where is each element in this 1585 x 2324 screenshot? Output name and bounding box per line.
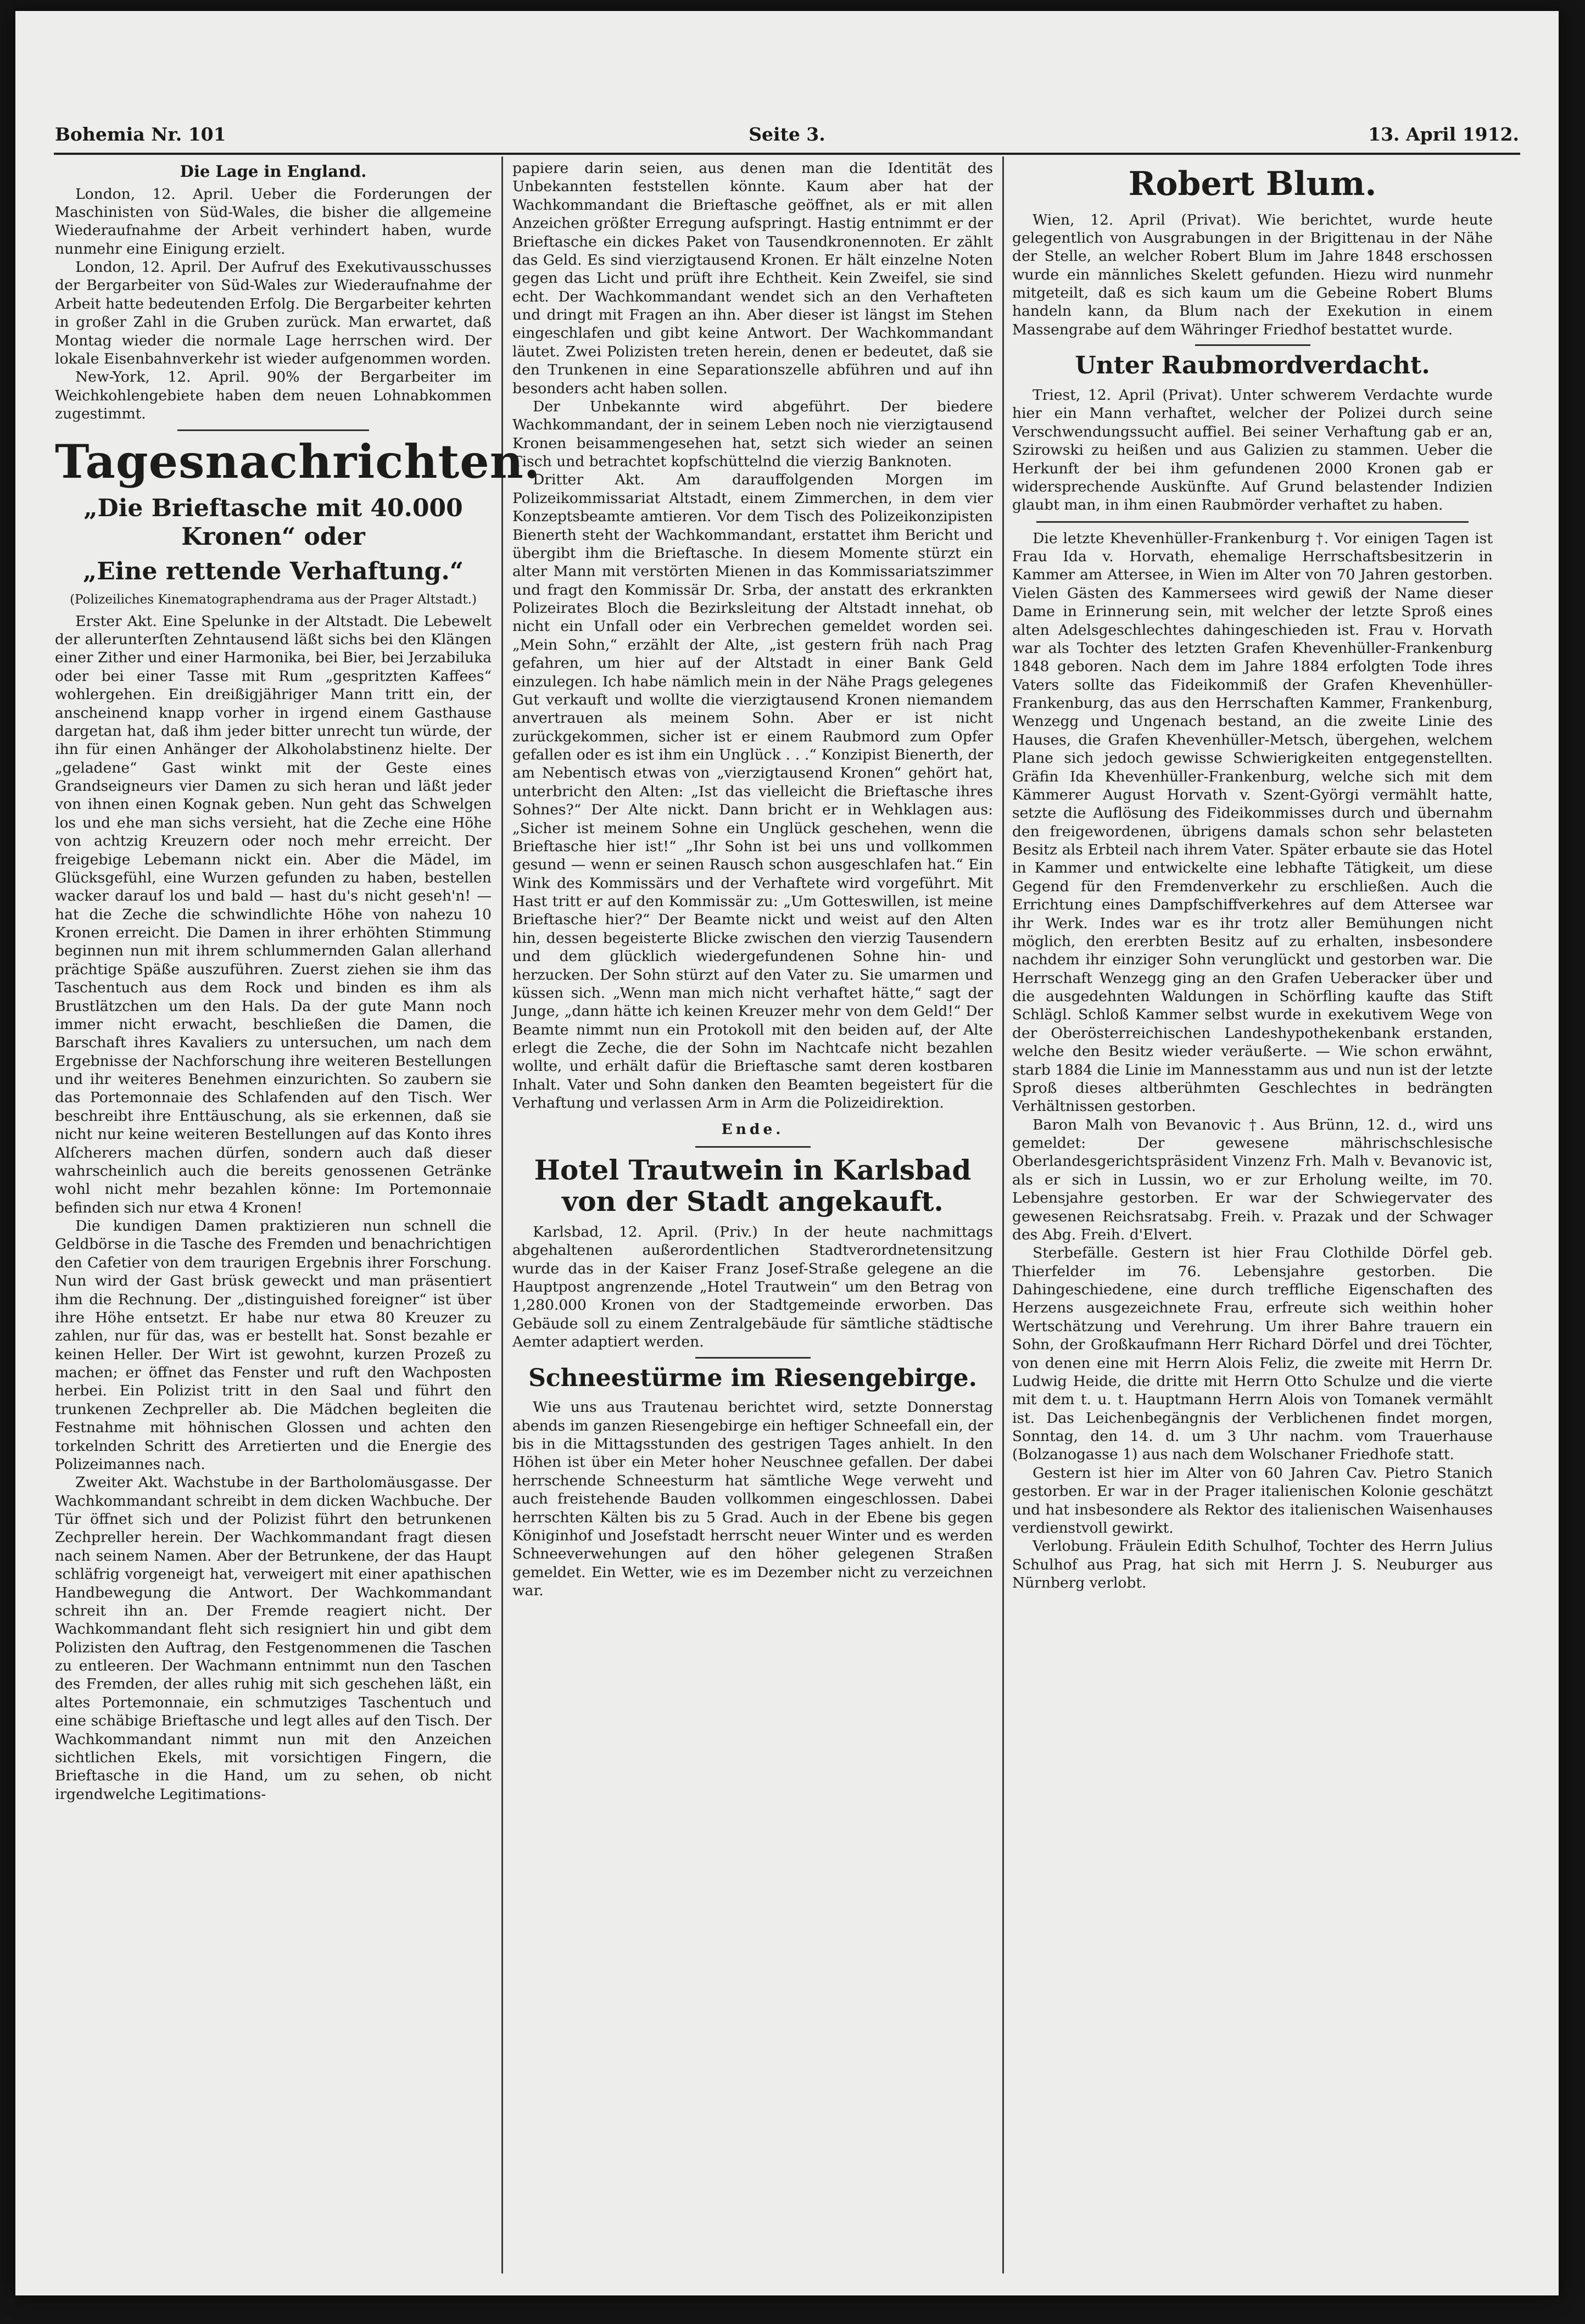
article-paragraph: Wien, 12. April (Privat). Wie berichtet, wurde heute gelegentlich von Ausgrabungen in der Brigittenau in der Nähe der Stelle, an welcher Robert Blum im Jahre 1848 erschossen wurde ein männliches Skelett gefunden. Hiezu wird nunmehr mitgeteilt, daß es sich kaum um die Gebeine Robert Blums handeln kann, da Blum nach der Exekution in einem Massengrabe auf dem Währinger Friedhof bestattet wurde.: [1012, 211, 1493, 338]
article-paragraph: Verlobung. Fräulein Edith Schulhof, Tochter des Herrn Julius Schulhof aus Prag, hat sich mit Herrn J. S. Neuburger aus Nürnberg verlobt.: [1012, 1538, 1493, 1592]
article-paragraph: London, 12. April. Der Aufruf des Exekutivausschusses der Bergarbeiter von Süd-Wales zur Wiederaufnahme der Arbeit hatte bedeutenden Erfolg. Die Bergarbeiter kehrten in großer Zahl in die Gruben zurück. Man erwartet, daß Montag wieder die normale Lage herrschen wird. Der lokale Eisenbahnverkehr ist wieder aufgenommen worden.: [55, 259, 492, 367]
article-paragraph: Triest, 12. April (Privat). Unter schwerem Verdachte wurde hier ein Mann verhaftet, welcher der Polizei durch seine Verschwendungssucht auffiel. Bei seiner Verhaftung gab er an, Szirowski zu heißen und aus Galizien zu stammen. Ueber die Herkunft der bei ihm gefundenen 2000 Kronen gab er widersprechende Auskünfte. Auf Grund belastender Indizien glaubt man, in ihm einen Raubmörder verhaftet zu haben.: [1012, 387, 1493, 514]
article-paragraph: Wie uns aus Trautenau berichtet wird, setzte Donnerstag abends im ganzen Riesengebirge ein heftiger Schneefall ein, der bis in die Mittagsstunden des gestrigen Tages anhielt. In den Höhen ist über ein Meter hoher Neuschnee gefallen. Der dabei herrschende Schneesturm hat sämtliche Wege verweht und auch freistehende Bauden vollkommen eingeschlossen. Dabei herrschten Kälten bis zu 5 Grad. Auch in der Ebene bis gegen Königinhof und Josefstadt herrscht neuer Winter und es werden Schneeverwehungen auf den höher gelegenen Straßen gemeldet. Ein Wetter, wie es im Dezember nicht zu verzeichnen war.: [512, 1399, 993, 1600]
article-paragraph: New-York, 12. April. 90% der Bergarbeiter im Weichkohlengebiete haben dem neuen Lohnabkommen zugestimmt.: [55, 368, 492, 423]
article-heading: Unter Raubmordverdacht.: [1075, 351, 1430, 380]
column-3: [1012, 159, 1493, 2283]
article-paragraph: Die letzte Khevenhüller-Frankenburg †. Vor einigen Tagen ist Frau Ida v. Horvath, ehemalige Herrschaftsbesitzerin in Kammer am Attersee, in Wien im Alter von 70 Jahren gestorben. Vielen Gästen des Kammersees wird gewiß der Name dieser Dame in Erinnerung sein, mit welcher der letzte Sproß eines alten Adelsgeschlechtes dahingeschieden ist. Frau v. Horvath war als Tochter des letzten Grafen Khevenhüller-Frankenburg 1848 geboren. Nach dem im Jahre 1884 erfolgten Tode ihres Vaters sollte das Fideikommiß der Grafen Khevenhüller-Frankenburg, das aus den Herrschaften Kammer, Frankenburg, Wenzegg und Ungenach bestand, an die zweite Linie des Hauses, die Grafen Khevenhüller-Metsch, übergehen, welchem Plane sich jedoch gewisse Schwierigkeiten entgegenstellten. Gräfin Ida Khevenhüller-Frankenburg, welche sich mit dem Kämmerer August Horvath v. Szent-Györgi vermählt hatte, setzte die Auflösung des Fideikommisses durch und übernahm den freigewordenen, übrigens damals schon sehr belasteten Besitz als Erbteil nach ihrem Vater. Später erbaute sie das Hotel in Kammer und entwickelte eine lebhafte Tätigkeit, um diese Gegend für den Fremdenverkehr zu erschließen. Auch die Errichtung eines Dampfschiffverkehres auf dem Attersee war ihr Werk. Indes war es ihr trotz aller Bemühungen nicht möglich, den ererbten Besitz auf zu erhalten, insbesondere nachdem ihr einziger Sohn verunglückt und gestorben war. Die Herrschaft Wenzegg ging an den Grafen Ueberacker über und die ausgedehnten Waldungen in Schörfling kaufte das Stift Schlägl. Schloß Kammer selbst wurde in exekutivem Wege von der Oberösterreichischen Landeshypothekenbank erstanden, welche den Besitz wieder veräußerte. — Wie schon erwähnt, starb 1884 die Linie im Mannesstamm aus und nun ist der letzte Sproß dieses altberühmten Geschlechtes in bedrängten Verhältnissen gestorben.: [1012, 529, 1493, 1115]
article-paragraph: papiere darin seien, aus denen man die Identität des Unbekannten feststellen könnte. Kaum aber hat der Wachkommandant die Brieftasche geöffnet, als er mit allen Anzeichen größter Erregung aufspringt. Hastig entnimmt er der Brieftasche ein dickes Paket von Tausendkronennoten. Er zählt das Geld. Es sind vierzigtausend Kronen. Er hält einzelne Noten gegen das Licht und prüft ihre Echtheit. Kein Zweifel, sie sind echt. Der Wachkommandant wendet sich an den Verhafteten und dringt mit Fragen an ihn. Aber dieser ist längst im Stehen eingeschlafen und gibt keine Antwort. Der Wachkommandant läutet. Zwei Polizisten treten herein, denen er bedeutet, daß sie den Trunkenen in eine Separationszelle abführen und auf ihn besonders acht haben sollen.: [512, 160, 993, 397]
story-end-marker: Ende.: [721, 1120, 784, 1138]
page-number: Seite 3.: [749, 124, 825, 145]
article-heading: Hotel Trautwein in Karlsbad von der Stadt angekauft.: [534, 1153, 972, 1218]
issue-date: 13. April 1912.: [1368, 124, 1519, 145]
column-1: [55, 159, 541, 2283]
separator-rule: [1195, 344, 1310, 346]
separator-rule: [1036, 521, 1469, 523]
separator-rule: [177, 429, 370, 431]
newspaper-page: [15, 11, 1559, 2295]
header-rule: [54, 153, 1520, 155]
article-heading: Robert Blum.: [1128, 165, 1377, 203]
section-title: Tagesnachrichten.: [55, 434, 541, 489]
article-paragraph: Dritter Akt. Am darauffolgenden Morgen im Polizeikommissariat Altstadt, einem Zimmerchen, in dem vier Konzeptsbeamte amtieren. Vor dem Tisch des Polizeikonzipisten Bienerth steht der Wachkommandant, erstattet ihm Bericht und übergibt ihm die Brieftasche. In diesem Momente stürzt ein alter Mann mit verstörten Mienen in das Kommissariatszimmer und fragt den Kommissär Dr. Srba, der anstatt des erkrankten Polizeirates Bloch die Bezirksleitung der Altstadt innehat, ob nicht ein Unfall oder ein Verbrechen gemeldet worden sei. „Mein Sohn,“ erzählt der Alte, „ist gestern früh nach Prag gefahren, um hier auf der Altstadt in einer Bank Geld einzulegen. Ich habe nämlich mein in der Nähe Prags gelegenes Gut verkauft und wollte die vierzigtausend Kronen niemandem anvertrauen als meinem Sohn. Aber er ist nicht zurückgekommen, sicher ist er einem Raubmord zum Opfer gefallen oder es ist ihm ein Unglück . . .“ Konzipist Bienerth, der am Nebentisch etwas von „vierzigtausend Kronen“ gehört hat, unterbricht den Alten: „Ist das vielleicht die Brieftasche ihres Sohnes?“ Der Alte nickt. Dann bricht er in Wehklagen aus: „Sicher ist meinem Sohne ein Unglück geschehen, wenn die Brieftasche hier ist!“ „Ihr Sohn ist bei uns und vollkommen gesund — wenn er seinen Rausch schon ausgeschlafen hat.“ Ein Wink des Kommissärs und der Verhaftete wird vorgeführt. Mit Hast tritt er auf den Kommissär zu: „Um Gotteswillen, ist meine Brieftasche hier?“ Der Beamte nickt und weist auf den Alten hin, dessen begeisterte Blicke zwischen den vierzig Tausendern und dem glücklich wiedergefundenen Sohne hin- und herzucken. Der Sohn stürzt auf den Vater zu. Sie umarmen und küssen sich. „Wenn man mich nicht verhaftet hätte,“ sagt der Junge, „dann hätte ich keinen Kreuzer mehr von dem Geld!“ Der Beamte nimmt nun ein Protokoll mit den beiden auf, der Alte erlegt die Zeche, die der Sohn im Nachtcafe nicht bezahlen wollte, und erhält dafür die Brieftasche samt deren kostbaren Inhalt. Vater und Sohn danken den Beamten begeistert für die Verhaftung und verlassen Arm in Arm die Polizeidirektion.: [512, 471, 993, 1112]
article-heading: Die Lage in England.: [180, 162, 367, 181]
article-paragraph: Der Unbekannte wird abgeführt. Der biedere Wachkommandant, der in seinem Leben noch nie vierzigtausend Kronen beisammengesehen hat, setzt sich wieder an seinen Tisch und betrachtet kopfschüttelnd die vierzig Banknoten.: [512, 398, 993, 470]
article-paragraph: London, 12. April. Ueber die Forderungen der Maschinisten von Süd-Wales, die bisher die allgemeine Wiederaufnahme der Arbeit verhindert haben, wurde nunmehr eine Einigung erzielt.: [55, 185, 492, 258]
article-paragraph: Gestern ist hier im Alter von 60 Jahren Cav. Pietro Stanich gestorben. Er war in der Prager italienischen Kolonie geschätzt und hat insbesondere als Rektor des italienischen Waisenhauses verdienstvoll gewirkt.: [1012, 1464, 1493, 1537]
article-paragraph: Die kundigen Damen praktizieren nun schnell die Geldbörse in die Tasche des Fremden und benachrichtigen den Cafetier von dem traurigen Ergebnis ihrer Forschung. Nun wird der Gast brüsk geweckt und man präsentiert ihm die Rechnung. Der „distinguished foreigner“ ist über ihre Höhe entsetzt. Er habe nur etwa 80 Kreuzer zu zahlen, nur für das, was er bestellt hat. Sonst bezahle er keinen Heller. Der Wirt ist gewohnt, kurzen Prozeß zu machen; er öffnet das Fenster und ruft den Wachposten herbei. Ein Polizist tritt in den Saal und führt den trunkenen Zechpreller ab. Die Mädchen begleiten die Festnahme mit höhnischen Glossen und achten den torkelnden Schritt des Arretierten und die Energie des Polizeimannes nach.: [55, 1217, 492, 1473]
article-paragraph: Karlsbad, 12. April. (Priv.) In der heute nachmittags abgehaltenen außerordentlichen Stadtverordnetensitzung wurde das in der Kaiser Franz Josef-Straße gelegene an die Hauptpost angrenzende „Hotel Trautwein“ um den Betrag von 1,280.000 Kronen von der Stadtgemeinde erworben. Das Gebäude soll zu einem Zentralgebäude für sämtliche städtische Aemter adaptiert werden.: [512, 1223, 993, 1351]
article-paragraph: Sterbefälle. Gestern ist hier Frau Clothilde Dörfel geb. Thierfelder im 76. Lebensjahre gestorben. Die Dahingeschiedene, eine durch treffliche Eigenschaften des Herzens ausgezeichnete Frau, erfreute sich weithin hoher Wertschätzung und Verehrung. Um ihrer Bahre trauern ein Sohn, der Großkaufmann Herr Richard Dörfel und drei Töchter, von denen eine mit Herrn Alois Feliz, die zweite mit Herrn Dr. Ludwig Heide, die dritte mit Herrn Otto Schulze und die vierte mit dem t. u. t. Hauptmann Herrn Alois von Tomanek vermählt ist. Das Leichenbegängnis der Verblichenen findet morgen, Sonntag, den 14. d. um 3 Uhr nachm. vom Trauerhause (Bolzanogasse 1) aus nach dem Wolschaner Friedhofe statt.: [1012, 1244, 1493, 1463]
separator-rule: [695, 1357, 811, 1359]
article-paragraph: Baron Malh von Bevanovic †. Aus Brünn, 12. d., wird uns gemeldet: Der gewesene mährischschlesische Oberlandesgerichtspräsident Vinzenz Frh. Malh v. Bevanovic ist, als er sich in Lussin, wo er zur Erholung weilte, im 70. Lebensjahre gestorben. Er war der Schwiegervater des gewesenen Reichsratsabg. Freih. v. Prazak und der Schwager des Abg. Freih. d'Elvert.: [1012, 1116, 1493, 1243]
story-title-line: „Eine rettende Verhaftung.“: [82, 557, 464, 586]
column-divider: [1002, 157, 1004, 2273]
separator-rule: [695, 1146, 811, 1148]
page-header: [55, 124, 1519, 157]
article-paragraph: Erster Akt. Eine Spelunke in der Altstadt. Die Lebewelt der allerunterſten Zehntausend läßt sichs bei den Klängen einer Zither und einer Harmonika, bei Bier, bei Jerzabiluka oder bei einer Tasse mit Rum „gespritzten Kaffees“ wohlergehen. Ein dreißigjähriger Mann tritt ein, der anscheinend knapp vorher in irgend einem Gasthause dargetan hat, daß ihm jeder bitter unrecht tun würde, der ihn für einen Anhänger der Alkoholabstinenz hielte. Der „geladene“ Gast winkt mit der Geste eines Grandseigneurs vier Damen zu sich heran und läßt jeder von ihnen einen Kognak geben. Nun geht das Schwelgen los und ehe man sichs versieht, hat die Zeche eine Höhe von achtzig Kreuzern oder noch mehr erreicht. Der freigebige Lebemann nickt ein. Aber die Mädel, im Glücksgefühl, eine Wurzen gefunden zu haben, bestellen wacker darauf los und bald — hast du's nicht geseh'n! — hat die Zeche die schwindlichte Höhe von nahezu 10 Kronen erreicht. Die Damen in ihrer erhöhten Stimmung beginnen nun mit ihrem schlummernden Galan allerhand prächtige Späße auszuführen. Zuerst ziehen sie ihm das Taschentuch aus dem Rock und binden es ihm als Brustlätzchen um den Hals. Da der gute Mann noch immer nicht erwacht, beschließen die Damen, die Barschaft ihres Kavaliers zu untersuchen, um nach dem Ergebnisse der Nachforschung ihre weiteren Bestellungen und ihr weiteres Benehmen einzurichten. So zaubern sie das Portemonnaie des Schlafenden auf den Tisch. Wer beschreibt ihre Enttäuschung, als sie erkennen, daß sie nicht nur keine weiteren Bestellungen auf das Konto ihres Alſcherers machen dürfen, sondern auch daß dieser wahrscheinlich auch die bereits genossenen Getränke wohl nicht mehr bezahlen könne: Im Portemonnaie befinden sich nur etwa 4 Kronen!: [55, 612, 492, 1216]
article-paragraph: Zweiter Akt. Wachstube in der Bartholomäusgasse. Der Wachkommandant schreibt in dem dicken Wachbuche. Der Tür öffnet sich und der Polizist führt den betrunkenen Zechpreller herein. Der Wachkommandant fragt diesen nach seinem Namen. Aber der Betrunkene, der das Haupt schläfrig vorgeneigt hat, verweigert mit einer apathischen Handbewegung die Antwort. Der Wachkommandant schreit ihn an. Der Fremde reagiert nicht. Der Wachkommandant fleht sich resigniert hin und gibt dem Polizisten den Auftrag, den Festgenommenen die Taschen zu entleeren. Der Wachmann entnimmt nun den Taschen des Fremden, der alles ruhig mit sich geschehen läßt, ein altes Portemonnaie, ein schmutziges Taschentuch und eine schäbige Brieftasche und legt alles auf den Tisch. Der Wachkommandant nimmt nun mit den Anzeichen sichtlichen Ekels, mit vorsichtigen Fingern, die Brieftasche in die Hand, um zu sehen, ob nicht irgendwelche Legitimations-: [55, 1474, 492, 1803]
story-title-line: „Die Brieftasche mit 40.000 Kronen“ oder: [83, 494, 463, 551]
masthead-issue: Bohemia Nr. 101: [55, 124, 226, 145]
story-subtitle: (Polizeiliches Kinematographendrama aus der Prager Altstadt.): [70, 592, 477, 607]
column-2: [512, 159, 993, 2283]
article-heading: Schneestürme im Riesengebirge.: [528, 1364, 977, 1392]
